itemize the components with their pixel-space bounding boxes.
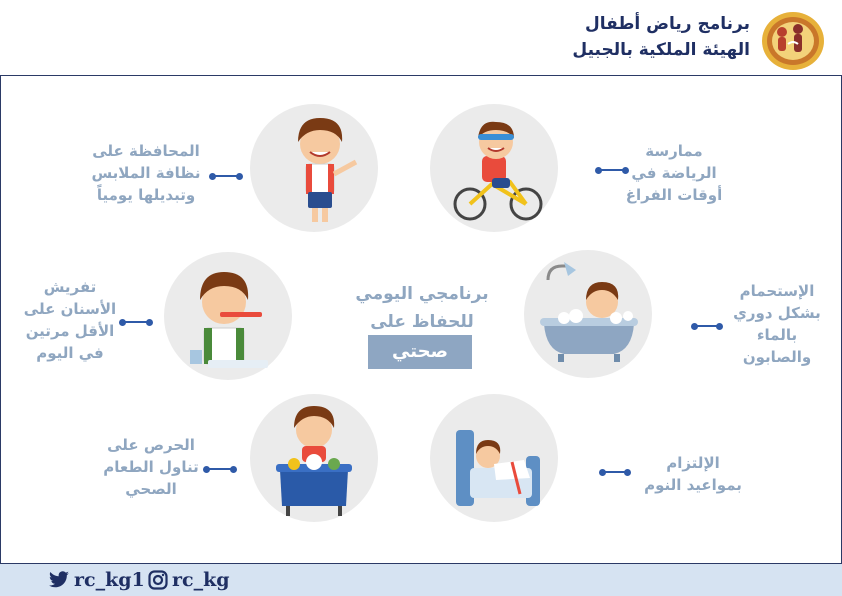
connector-exercise — [598, 169, 626, 171]
connector-sleep — [602, 471, 628, 473]
brushing-teeth-illustration — [164, 252, 292, 380]
habit-line: أوقات الفراغ — [625, 186, 723, 204]
bathtub-icon — [524, 250, 652, 378]
habit-line: في اليوم — [36, 344, 104, 362]
habit-line: تناول الطعام — [103, 458, 199, 476]
bathing-illustration — [524, 250, 652, 378]
habit-line: بالماء — [756, 326, 798, 344]
healthy-food-illustration — [250, 394, 378, 522]
twitter-link[interactable] — [48, 568, 145, 592]
center-line-2: للحفاظ على — [370, 312, 474, 332]
connector-brushing — [122, 321, 150, 323]
program-title: برنامج رياض أطفال — [585, 14, 750, 34]
connector-food — [206, 468, 234, 470]
habit-label-bathing — [722, 280, 832, 368]
exercise-illustration — [430, 104, 558, 232]
instagram-icon — [148, 570, 168, 590]
instagram-handle: rc_kg — [172, 569, 230, 591]
clean-clothes-illustration — [250, 104, 378, 232]
boy-with-backpack-icon — [250, 104, 378, 232]
boy-eating-icon — [250, 394, 378, 522]
center-line-1: برنامجي اليومي — [355, 284, 489, 304]
boy-in-bed-icon — [430, 394, 558, 522]
habit-line: ممارسة — [645, 142, 703, 160]
cycling-boy-icon — [430, 104, 558, 232]
center-heading — [340, 280, 504, 336]
header — [0, 0, 842, 76]
habit-line: نظافة الملابس — [91, 164, 201, 182]
connector-clothes — [212, 175, 240, 177]
habit-label-clothes — [84, 140, 208, 206]
habit-line: تفريش — [43, 278, 97, 296]
habit-label-exercise — [624, 140, 724, 206]
habit-line: الإستحمام — [739, 282, 815, 300]
footer — [0, 563, 842, 596]
habit-line: الأقل مرتين — [25, 322, 115, 340]
boy-brushing-teeth-icon — [164, 252, 292, 380]
sleep-schedule-illustration — [430, 394, 558, 522]
kindergarten-logo-icon — [760, 10, 826, 72]
twitter-handle: rc_kg1 — [74, 569, 145, 591]
center-highlight: صحتي — [368, 335, 472, 369]
habit-line: بشكل دوري — [733, 304, 821, 322]
habit-label-food — [92, 434, 210, 500]
habit-line: الصحي — [125, 480, 177, 498]
connector-bathing — [694, 325, 720, 327]
habit-label-brushing — [18, 276, 122, 364]
habit-line: الرياضة في — [631, 164, 717, 182]
habit-line: الأسنان على — [23, 300, 117, 318]
habit-line: والصابون — [742, 348, 812, 366]
habit-line: بمواعيد النوم — [644, 476, 742, 494]
habit-line: الإلتزام — [666, 454, 720, 472]
organization-name: الهيئة الملكية بالجبيل — [572, 40, 750, 60]
twitter-icon — [48, 571, 70, 589]
habit-line: وتبديلها يومياً — [96, 186, 196, 204]
instagram-link[interactable] — [148, 568, 230, 592]
habit-line: الحرص على — [107, 436, 195, 454]
habit-label-sleep — [634, 452, 752, 496]
habit-line: المحافظة على — [92, 142, 200, 160]
